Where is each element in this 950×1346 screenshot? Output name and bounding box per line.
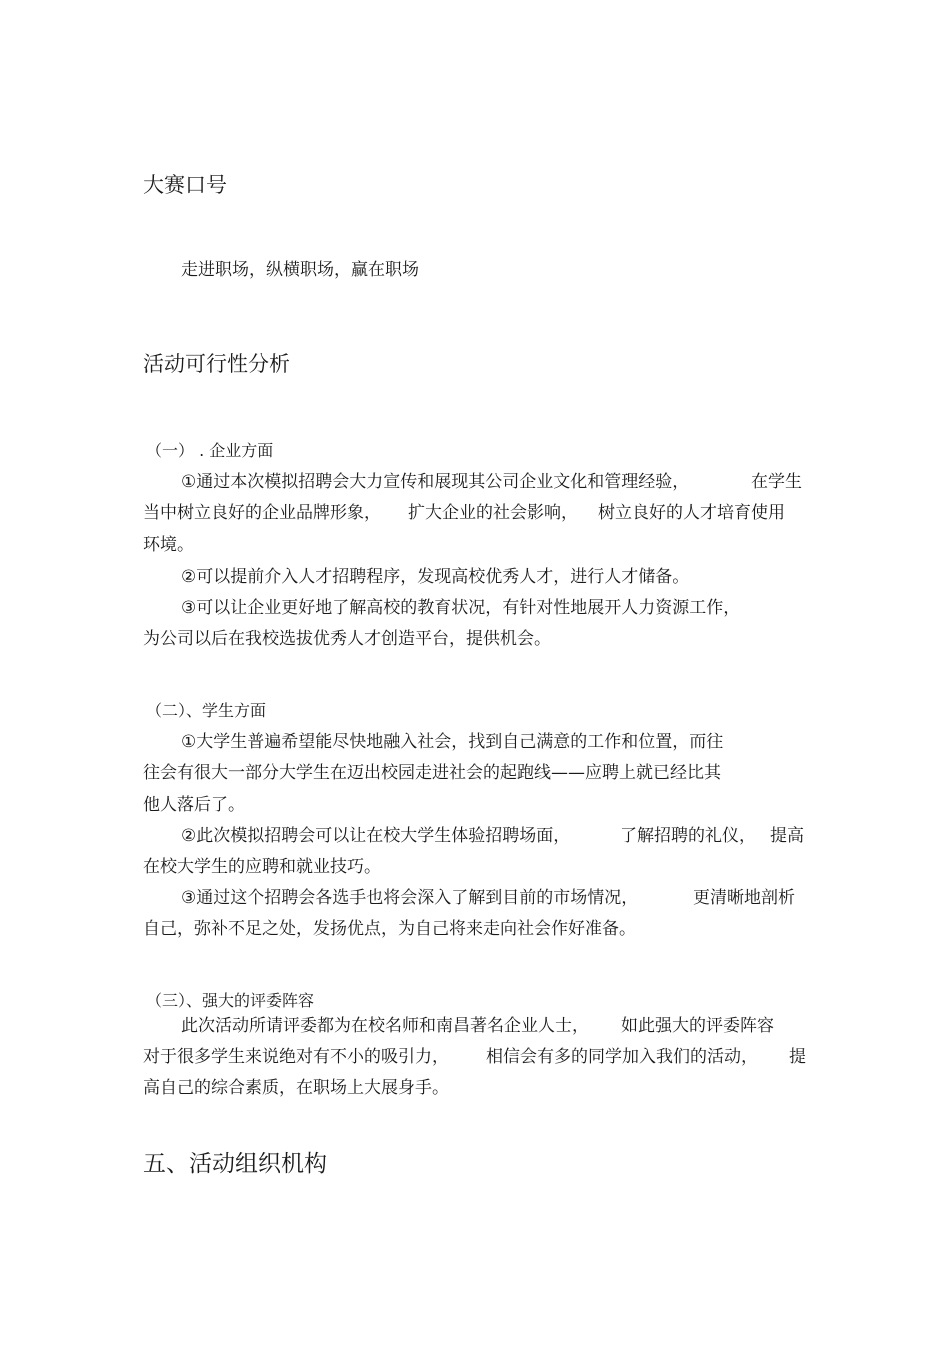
enterprise-p1-line1a: ①通过本次模拟招聘会大力宣传和展现其公司企业文化和管理经验，: [181, 472, 690, 492]
students-p1-line1: ①大学生普遍希望能尽快地融入社会，找到自己满意的工作和位置，而往: [181, 732, 724, 752]
judges-p1-line2c: 提: [789, 1047, 806, 1067]
students-p1-line3: 他人落后了。: [143, 795, 245, 815]
judges-p1-line1a: 此次活动所请评委都为在校名师和南昌著名企业人士，: [181, 1016, 589, 1036]
slogan-text: 走进职场，纵横职场，赢在职场: [181, 260, 419, 280]
enterprise-p2: ②可以提前介入人才招聘程序，发现高校优秀人才，进行人才储备。: [181, 567, 690, 587]
students-p1-line2: 往会有很大一部分大学生在迈出校园走进社会的起跑线——应聘上就已经比其: [143, 763, 721, 783]
feasibility-title: 活动可行性分析: [143, 352, 290, 376]
enterprise-p1-line2c: 树立良好的人才培育使用: [598, 503, 785, 523]
enterprise-p1-line2a: 当中树立良好的企业品牌形象，: [143, 503, 381, 523]
students-heading: （二）、学生方面: [146, 701, 267, 720]
organization-title: 五、活动组织机构: [143, 1151, 327, 1177]
enterprise-p3-line2: 为公司以后在我校选拔优秀人才创造平台，提供机会。: [143, 629, 551, 649]
students-p2-line1c: 提高: [770, 826, 804, 846]
enterprise-p1-line1b: 在学生: [751, 472, 802, 492]
enterprise-heading: （一） . 企业方面: [146, 441, 274, 460]
students-p3-line1b: 更清晰地剖析: [693, 888, 795, 908]
judges-p1-line2b: 相信会有多的同学加入我们的活动，: [486, 1047, 758, 1067]
students-p2-line2: 在校大学生的应聘和就业技巧。: [143, 857, 381, 877]
judges-p1-line2a: 对于很多学生来说绝对有不小的吸引力，: [143, 1047, 449, 1067]
students-p3-line2: 自己，弥补不足之处，发扬优点，为自己将来走向社会作好准备。: [143, 919, 636, 939]
enterprise-p1-line2b: 扩大企业的社会影响，: [408, 503, 578, 523]
enterprise-p1-line3: 环境。: [143, 535, 194, 555]
judges-heading: （三）、强大的评委阵容: [146, 991, 315, 1010]
students-p3-line1a: ③通过这个招聘会各选手也将会深入了解到目前的市场情况，: [181, 888, 639, 908]
students-p2-line1a: ②此次模拟招聘会可以让在校大学生体验招聘场面，: [181, 826, 571, 846]
enterprise-p3-line1: ③可以让企业更好地了解高校的教育状况，有针对性地展开人力资源工作，: [181, 598, 741, 618]
slogan-title: 大赛口号: [143, 173, 227, 197]
students-p2-line1b: 了解招聘的礼仪，: [620, 826, 756, 846]
judges-p1-line1b: 如此强大的评委阵容: [621, 1016, 774, 1036]
judges-p1-line3: 高自己的综合素质，在职场上大展身手。: [143, 1078, 449, 1098]
